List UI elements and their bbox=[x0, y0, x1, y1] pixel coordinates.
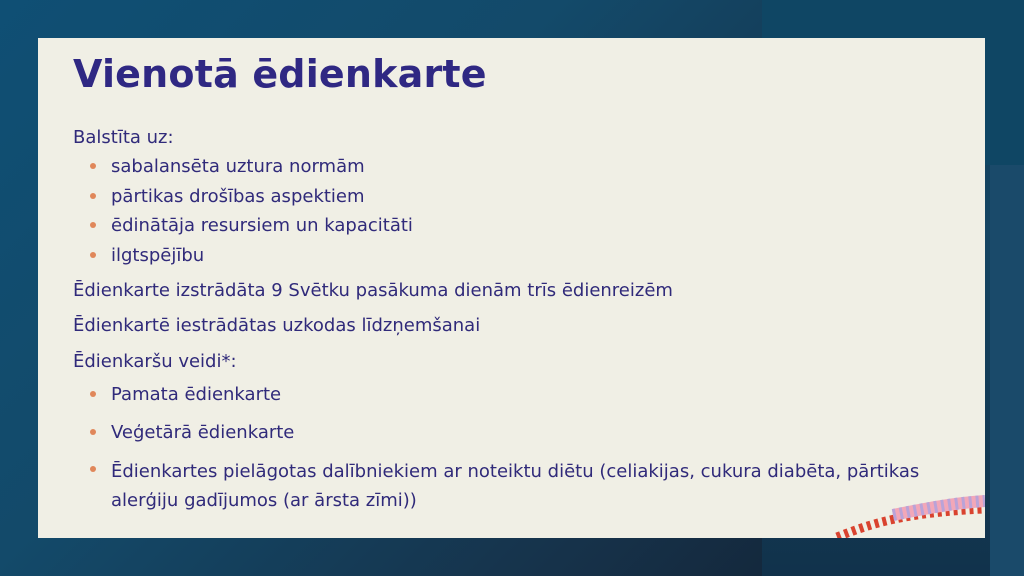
bullet-dot-icon bbox=[90, 429, 96, 435]
list-item-text: sabalansēta uztura normām bbox=[111, 156, 365, 178]
list-item bbox=[111, 214, 953, 237]
based-on-label: Balstīta uz: bbox=[73, 127, 174, 148]
bullet-dot-icon bbox=[90, 252, 96, 258]
list-item bbox=[111, 244, 953, 267]
list-item bbox=[111, 383, 953, 406]
list-item-text: ilgtspējību bbox=[111, 244, 205, 266]
slide-content bbox=[73, 126, 953, 530]
list-item bbox=[111, 155, 953, 178]
list-item-text: Veģetārā ēdienkarte bbox=[111, 421, 295, 443]
background-strip-side bbox=[990, 165, 1024, 576]
slide-card bbox=[38, 38, 985, 538]
list-item-text: Pamata ēdienkarte bbox=[111, 384, 282, 406]
bullet-dot-icon bbox=[90, 466, 96, 472]
bullet-dot-icon bbox=[90, 391, 96, 397]
bullet-dot-icon bbox=[90, 222, 96, 228]
menu-types-label: Ēdienkaršu veidi*: bbox=[73, 350, 237, 372]
bullet-dot-icon bbox=[90, 193, 96, 199]
bullet-dot-icon bbox=[90, 163, 96, 169]
decorative-ribbon-graphic bbox=[833, 493, 985, 538]
based-on-list bbox=[73, 155, 953, 267]
statement-snacks: Ēdienkartē iestrādātas uzkodas līdzņemšanai bbox=[73, 315, 481, 337]
statement-menu-days: Ēdienkarte izstrādāta 9 Svētku pasākuma dienām trīs ēdienreizēm bbox=[73, 279, 673, 301]
list-item-text: ēdinātāja resursiem un kapacitāti bbox=[111, 215, 413, 237]
list-item bbox=[111, 185, 953, 208]
list-item bbox=[111, 421, 953, 444]
slide-title: Vienotā ēdienkarte bbox=[73, 52, 487, 96]
list-item bbox=[111, 458, 953, 516]
list-item-text: Ēdienkartes pielāgotas dalībniekiem ar noteiktu diētu (celiakijas, cukura diabēta, pārtikas alerģiju gadījumos (ar ārsta zīmi)) bbox=[111, 460, 920, 511]
list-item-text: pārtikas drošības aspektiem bbox=[111, 185, 365, 207]
menu-types-list bbox=[73, 383, 953, 515]
